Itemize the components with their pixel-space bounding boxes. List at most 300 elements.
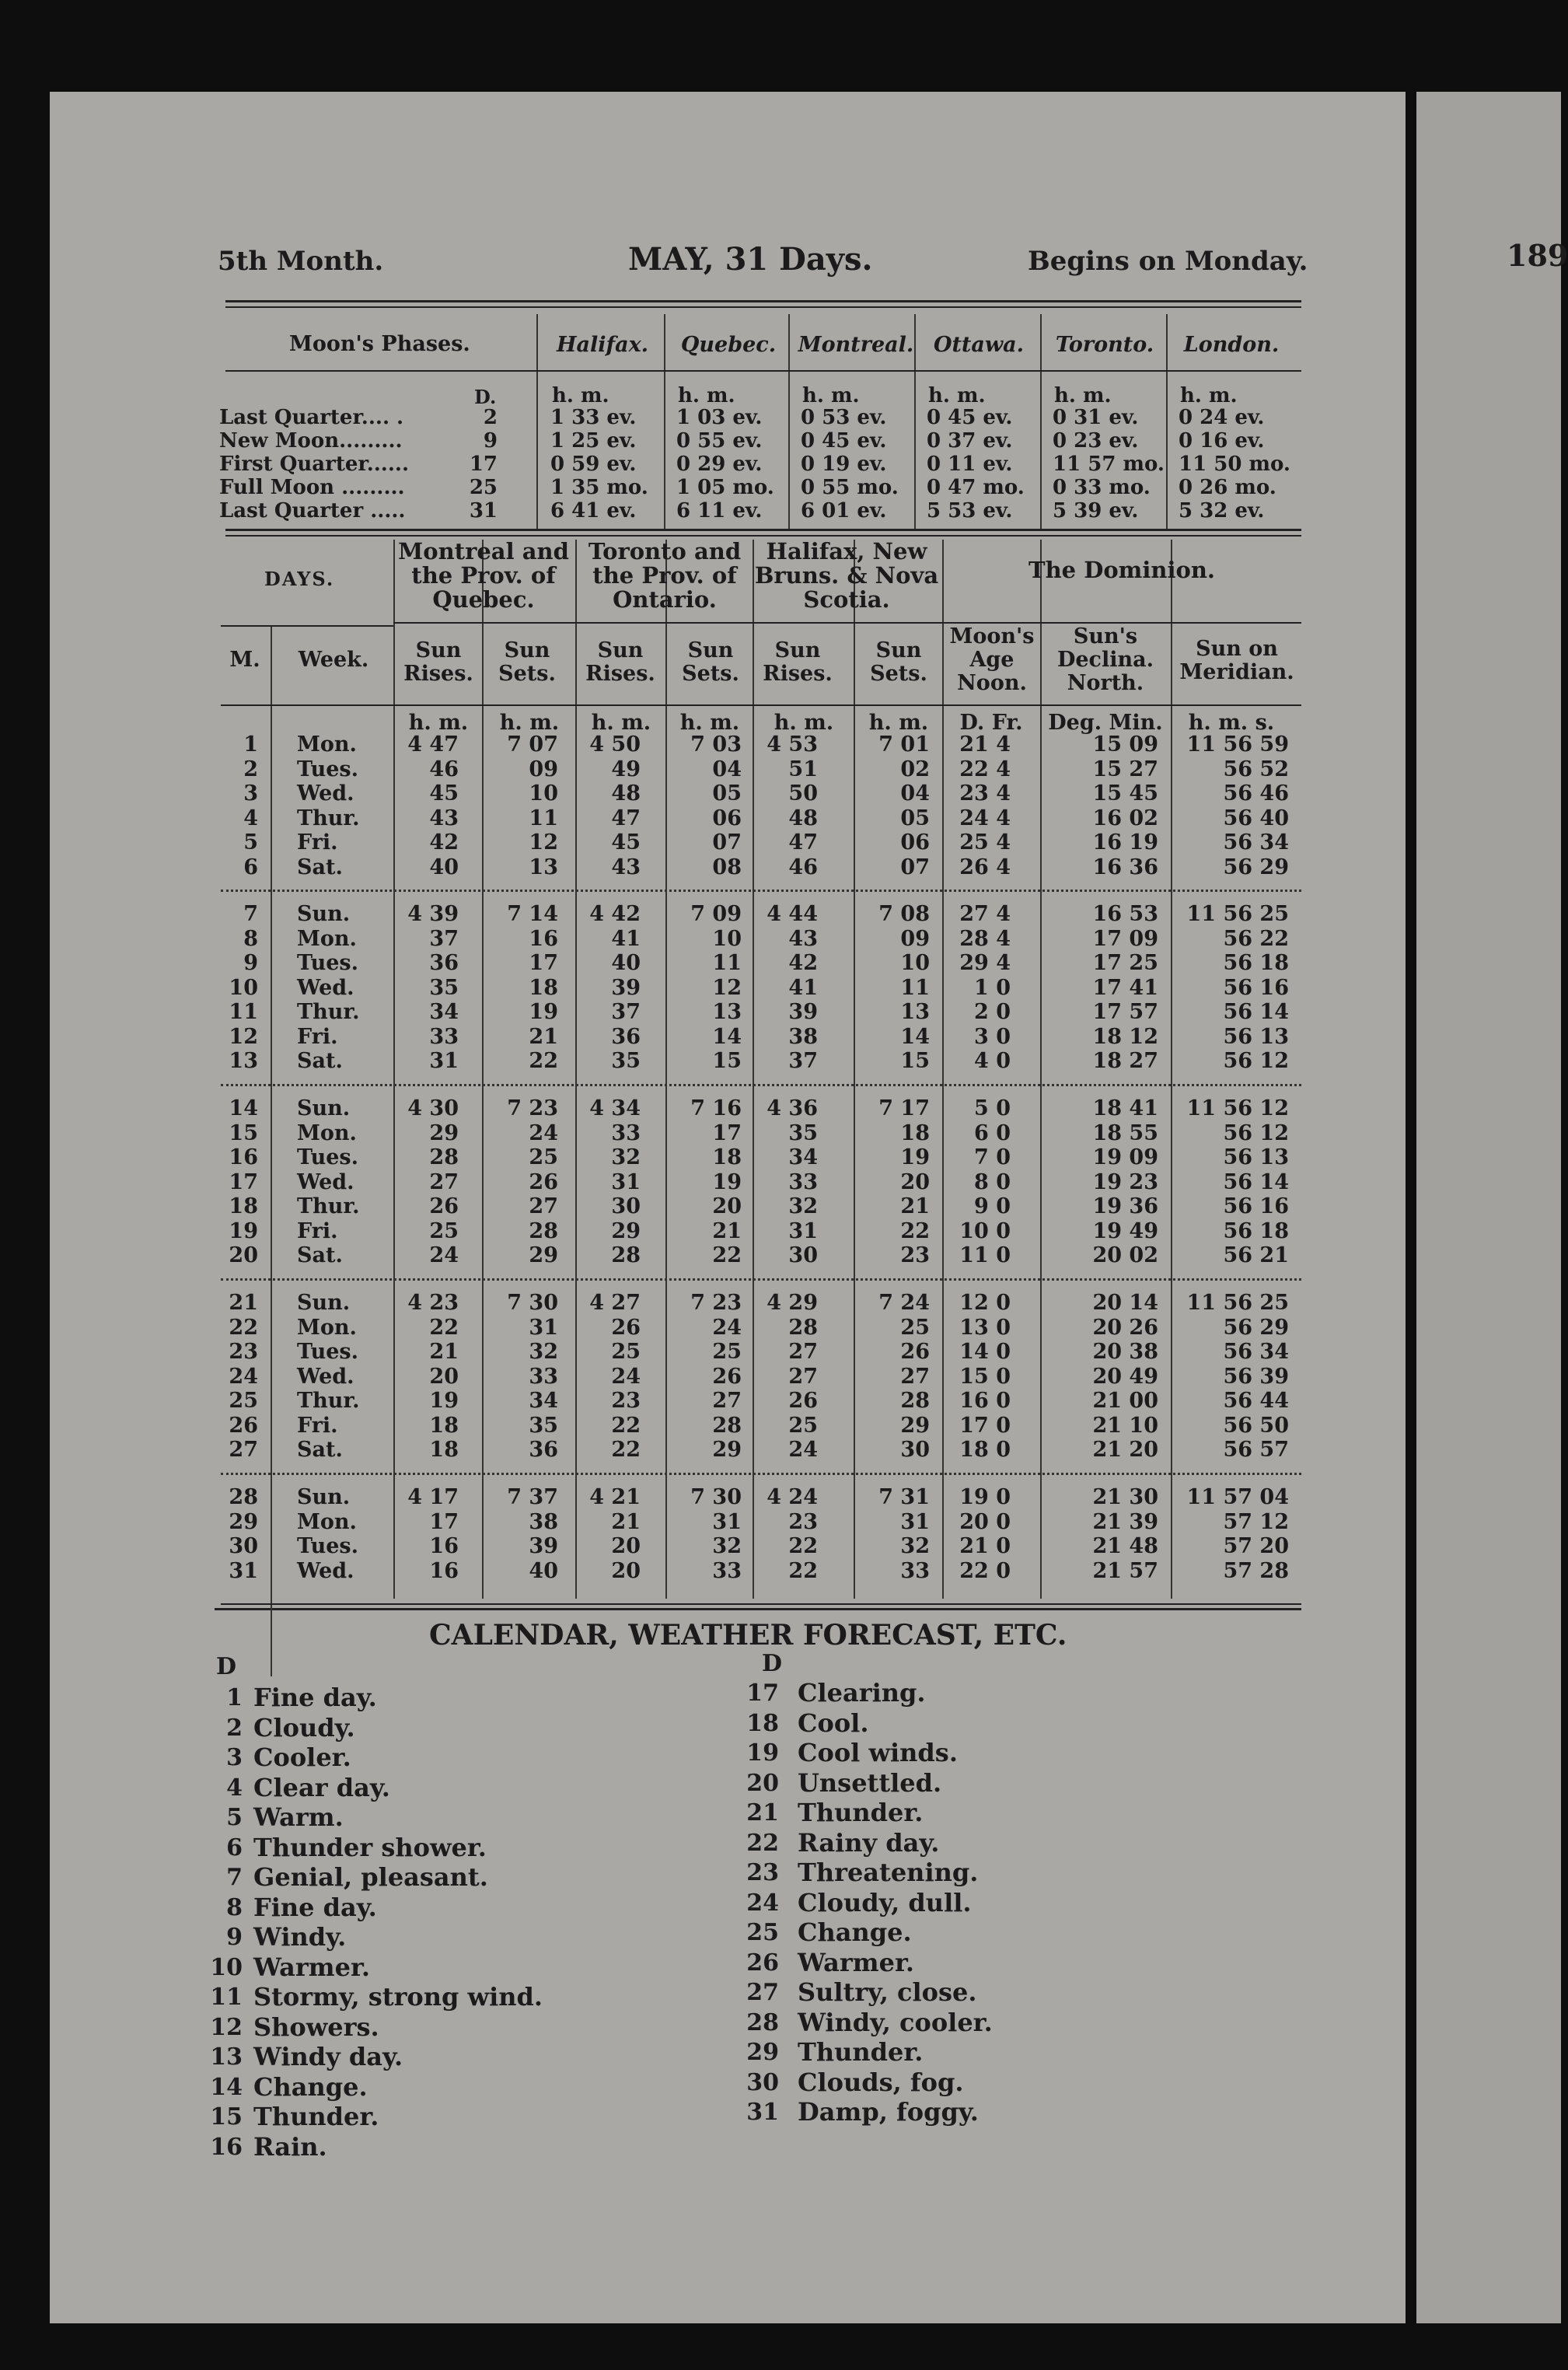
- forecast-day: 21: [746, 1799, 779, 1826]
- day-number: 31: [229, 1558, 258, 1583]
- phases-vrule-4: [1040, 314, 1042, 530]
- weekday: Sun.: [297, 1291, 351, 1315]
- cell-value: 04: [712, 757, 742, 781]
- cell-value: 4 34: [589, 1096, 641, 1120]
- cell-value: 05: [900, 806, 930, 830]
- weekday: Thur.: [297, 1389, 360, 1413]
- cell-value: 21 48: [1092, 1534, 1158, 1558]
- weekday: Sun.: [297, 902, 351, 926]
- cell-value: 15 0: [959, 1364, 1011, 1389]
- cell-value: 4 17: [407, 1485, 459, 1509]
- cell-value: 18 12: [1092, 1024, 1158, 1049]
- cell-value: 21: [529, 1024, 558, 1049]
- cell-value: 56 13: [1223, 1024, 1289, 1049]
- weekday: Sat.: [297, 1438, 343, 1462]
- forecast-text: Threatening.: [798, 1858, 979, 1887]
- phase-name: Last Quarter .....: [219, 499, 406, 523]
- cell-value: 56 29: [1223, 1315, 1289, 1340]
- day-number: 28: [229, 1485, 258, 1509]
- cell-value: 7 31: [878, 1485, 930, 1509]
- cell-value: 26: [712, 1364, 742, 1389]
- forecast-day: 4: [226, 1774, 243, 1802]
- weekday: Fri.: [297, 1218, 338, 1243]
- weekday: Wed.: [297, 1558, 354, 1583]
- weekday: Mon.: [297, 926, 357, 951]
- cell-value: 22: [529, 1049, 558, 1073]
- day-number: 12: [229, 1024, 258, 1049]
- cell-value: 05: [712, 781, 742, 806]
- page-title: MAY, 31 Days.: [628, 241, 873, 278]
- cell-value: 35: [611, 1049, 641, 1073]
- table-vrule: [271, 627, 272, 1676]
- cell-value: 4 47: [407, 732, 459, 757]
- days-label: DAYS.: [264, 568, 335, 590]
- day-number: 14: [229, 1096, 258, 1120]
- phase-city-4: Toronto.: [1055, 333, 1154, 357]
- phases-vrule-1: [664, 314, 665, 530]
- cell-value: 7 14: [507, 902, 558, 926]
- forecast-text: Unsettled.: [798, 1767, 942, 1798]
- cell-value: 16 36: [1092, 855, 1158, 879]
- forecast-day: 22: [746, 1829, 779, 1857]
- cell-value: 36: [429, 951, 459, 975]
- cell-value: 56 14: [1223, 1000, 1289, 1024]
- day-number: 22: [229, 1315, 258, 1340]
- weekday: Tues.: [297, 951, 359, 975]
- cell-value: 20 26: [1092, 1315, 1158, 1340]
- weekday: Mon.: [297, 732, 357, 757]
- forecast-day: 23: [746, 1859, 779, 1886]
- unit-label: Deg. Min.: [1048, 711, 1163, 735]
- cell-value: 24: [712, 1315, 742, 1340]
- begins-on: Begins on Monday.: [1028, 246, 1308, 277]
- cell-value: 7 30: [690, 1485, 742, 1509]
- cell-value: 04: [900, 781, 930, 806]
- cell-value: 45: [429, 781, 459, 806]
- forecast-text: Warm.: [253, 1802, 344, 1832]
- cell-value: 4 24: [767, 1485, 818, 1509]
- cell-value: 56 16: [1223, 975, 1289, 1000]
- weekday: Wed.: [297, 1364, 354, 1389]
- col-set: Sun Sets.: [498, 638, 556, 686]
- cell-value: 28: [900, 1389, 930, 1413]
- phases-vrule-3: [914, 314, 916, 530]
- cell-value: 21 20: [1092, 1438, 1158, 1462]
- day-number: 8: [243, 926, 258, 951]
- phase-time: 6 01 ev.: [801, 499, 887, 523]
- phases-vrule-2: [788, 314, 790, 530]
- cell-value: 15 09: [1092, 732, 1158, 757]
- cell-value: 16 02: [1092, 806, 1158, 830]
- cell-value: 31: [900, 1509, 930, 1534]
- day-number: 27: [229, 1438, 258, 1462]
- phase-time: 5 32 ev.: [1179, 499, 1265, 523]
- cell-value: 46: [429, 757, 459, 781]
- phase-time: 6 11 ev.: [676, 499, 763, 523]
- cell-value: 56 21: [1223, 1243, 1289, 1267]
- week-separator: [221, 1084, 1301, 1086]
- cell-value: 39: [611, 975, 641, 1000]
- forecast-day: 25: [746, 1919, 779, 1946]
- cell-value: 16 0: [959, 1389, 1011, 1413]
- cell-value: 21: [611, 1509, 641, 1534]
- cell-value: 37: [611, 1000, 641, 1024]
- cell-value: 19: [900, 1145, 930, 1169]
- cell-value: 56 18: [1223, 951, 1289, 975]
- cell-value: 20 38: [1092, 1340, 1158, 1364]
- cell-value: 15: [900, 1049, 930, 1073]
- cell-value: 31: [529, 1315, 558, 1340]
- cell-value: 4 0: [974, 1049, 1011, 1073]
- day-number: 7: [243, 902, 258, 926]
- cell-value: 14: [712, 1024, 742, 1049]
- cell-value: 20 49: [1092, 1364, 1158, 1389]
- forecast-day: 27: [746, 1979, 779, 2006]
- forecast-text: Rain.: [253, 2131, 327, 2162]
- cell-value: 32: [900, 1534, 930, 1558]
- phase-time: 0 59 ev.: [550, 453, 637, 476]
- forecast-day: 28: [746, 2008, 779, 2036]
- forecast-day: 19: [746, 1739, 779, 1767]
- cell-value: 9 0: [974, 1194, 1011, 1218]
- cell-value: 24 4: [959, 806, 1011, 830]
- weekday: Sat.: [297, 1049, 343, 1073]
- day-number: 26: [229, 1413, 258, 1438]
- cell-value: 21 00: [1092, 1389, 1158, 1413]
- forecast-text: Cooler.: [253, 1743, 351, 1772]
- day-number: 23: [229, 1340, 258, 1364]
- cell-value: 17: [712, 1120, 742, 1145]
- forecast-text: Fine day.: [253, 1683, 377, 1712]
- day-number: 10: [229, 975, 258, 1000]
- unit-label: h. m.: [774, 711, 834, 735]
- forecast-text: Clearing.: [798, 1678, 926, 1708]
- cell-value: 33: [712, 1558, 742, 1583]
- cell-value: 27: [900, 1364, 930, 1389]
- weekday: Thur.: [297, 806, 360, 830]
- cell-value: 29: [900, 1413, 930, 1438]
- cell-value: 13: [529, 855, 558, 879]
- cell-value: 37: [429, 926, 459, 951]
- cell-value: 5 0: [974, 1096, 1011, 1120]
- cell-value: 15: [712, 1049, 742, 1073]
- cell-value: 21: [900, 1194, 930, 1218]
- phase-time: 0 24 ev.: [1179, 406, 1265, 429]
- cell-value: 36: [611, 1024, 641, 1049]
- cell-value: 18 27: [1092, 1049, 1158, 1073]
- weekday: Fri.: [297, 830, 338, 855]
- forecast-text: Thunder.: [798, 1798, 924, 1827]
- cell-value: 56 14: [1223, 1169, 1289, 1194]
- cell-value: 02: [900, 757, 930, 781]
- cell-value: 39: [788, 1000, 818, 1024]
- cell-value: 11 56 12: [1186, 1096, 1289, 1120]
- cell-value: 12 0: [959, 1291, 1011, 1315]
- cell-value: 17 25: [1092, 951, 1158, 975]
- cell-value: 32: [529, 1340, 558, 1364]
- forecast-day: 15: [210, 2103, 243, 2131]
- cell-value: 56 12: [1223, 1120, 1289, 1145]
- week-separator: [221, 1278, 1301, 1281]
- phase-time: 11 57 mo.: [1053, 453, 1165, 476]
- cell-value: 28: [529, 1218, 558, 1243]
- cell-value: 56 50: [1223, 1413, 1289, 1438]
- cell-value: 56 22: [1223, 926, 1289, 951]
- unit-label: h. m.: [499, 711, 560, 735]
- weekday: Thur.: [297, 1194, 360, 1218]
- cell-value: 18: [429, 1438, 459, 1462]
- cell-value: 09: [529, 757, 558, 781]
- forecast-day: 30: [746, 2068, 779, 2096]
- cell-value: 4 23: [407, 1291, 459, 1315]
- cell-value: 21 39: [1092, 1509, 1158, 1534]
- cell-value: 28: [788, 1315, 818, 1340]
- forecast-text: Thunder shower.: [253, 1832, 487, 1862]
- cell-value: 33: [429, 1024, 459, 1049]
- cell-value: 24: [611, 1364, 641, 1389]
- cell-value: 18: [712, 1145, 742, 1169]
- phase-city-0: Halifax.: [556, 333, 649, 357]
- day-number: 4: [243, 806, 258, 830]
- cell-value: 15 27: [1092, 757, 1158, 781]
- phase-unit-2: h. m.: [802, 384, 860, 407]
- unit-label: h. m.: [408, 711, 469, 735]
- forecast-day: 8: [226, 1893, 243, 1921]
- cell-value: 4 30: [407, 1096, 459, 1120]
- phase-unit-5: h. m.: [1180, 384, 1238, 407]
- cell-value: 12: [712, 975, 742, 1000]
- cell-value: 19 0: [959, 1485, 1011, 1509]
- phases-vrule-5: [1166, 314, 1168, 530]
- cell-value: 51: [788, 757, 818, 781]
- cell-value: 19 36: [1092, 1194, 1158, 1218]
- cell-value: 18: [429, 1413, 459, 1438]
- day-number: 6: [243, 855, 258, 879]
- month-number: 5th Month.: [218, 246, 384, 277]
- phase-time: 5 53 ev.: [927, 499, 1013, 523]
- cell-value: 48: [611, 781, 641, 806]
- weekday: Tues.: [297, 1534, 359, 1558]
- cell-value: 27: [788, 1364, 818, 1389]
- phase-city-1: Quebec.: [680, 333, 777, 357]
- cell-value: 16 19: [1092, 830, 1158, 855]
- phase-time: 1 03 ev.: [676, 406, 763, 429]
- cell-value: 19: [529, 1000, 558, 1024]
- phase-day: 9: [483, 429, 498, 453]
- cell-value: 43: [429, 806, 459, 830]
- forecast-text: Windy.: [253, 1922, 347, 1952]
- weekday: Sat.: [297, 1243, 343, 1267]
- cell-value: 29: [429, 1120, 459, 1145]
- cell-value: 29: [529, 1243, 558, 1267]
- phase-time: 1 35 mo.: [550, 476, 648, 499]
- cell-value: 46: [788, 855, 818, 879]
- cell-value: 18: [900, 1120, 930, 1145]
- cell-value: 25 4: [959, 830, 1011, 855]
- cell-value: 20 02: [1092, 1243, 1158, 1267]
- cell-value: 23 4: [959, 781, 1011, 806]
- cell-value: 17 57: [1092, 1000, 1158, 1024]
- cell-value: 31: [611, 1169, 641, 1194]
- phase-time: 1 05 mo.: [676, 476, 774, 499]
- phase-city-2: Montreal.: [798, 333, 914, 357]
- col-rise: Sun Rises.: [763, 638, 833, 686]
- forecast-day: 1: [226, 1684, 243, 1711]
- colhead-rule: [221, 704, 1301, 706]
- forecast-day: 17: [746, 1680, 779, 1707]
- cell-value: 11 56 59: [1186, 732, 1289, 757]
- phase-time: 0 26 mo.: [1179, 476, 1276, 499]
- forecast-day: 29: [746, 2039, 779, 2066]
- cell-value: 56 46: [1223, 781, 1289, 806]
- cell-value: 08: [712, 855, 742, 879]
- phase-time: 0 45 ev.: [927, 406, 1013, 429]
- phase-day: 31: [469, 499, 498, 523]
- cell-value: 25: [900, 1315, 930, 1340]
- cell-value: 35: [429, 975, 459, 1000]
- cell-value: 18 0: [959, 1438, 1011, 1462]
- day-number: 5: [243, 830, 258, 855]
- cell-value: 32: [712, 1534, 742, 1558]
- cell-value: 34: [788, 1145, 818, 1169]
- region-header-dominion: The Dominion.: [1028, 557, 1216, 583]
- cell-value: 27 4: [959, 902, 1011, 926]
- cell-value: 10: [900, 951, 930, 975]
- cell-value: 47: [788, 830, 818, 855]
- cell-value: 40: [529, 1558, 558, 1583]
- cell-value: 27: [788, 1340, 818, 1364]
- day-number: 2: [243, 757, 258, 781]
- phases-bottom-rule: [225, 529, 1301, 531]
- cell-value: 47: [611, 806, 641, 830]
- phase-time: 1 33 ev.: [550, 406, 637, 429]
- forecast-day: 31: [746, 2099, 779, 2126]
- cell-value: 11 57 04: [1186, 1485, 1289, 1509]
- phase-name: Full Moon .........: [219, 476, 405, 499]
- cell-value: 36: [529, 1438, 558, 1462]
- forecast-text: Change.: [798, 1917, 912, 1947]
- cell-value: 34: [429, 1000, 459, 1024]
- day-number: 13: [229, 1049, 258, 1073]
- cell-value: 33: [529, 1364, 558, 1389]
- forecast-day: 18: [746, 1709, 779, 1737]
- forecast-text: Change.: [253, 2071, 368, 2102]
- cell-value: 7 24: [878, 1291, 930, 1315]
- cell-value: 28: [712, 1413, 742, 1438]
- forecast-title: CALENDAR, WEATHER FORECAST, ETC.: [429, 1619, 1067, 1652]
- phase-time: 0 55 mo.: [801, 476, 899, 499]
- cell-value: 7 37: [507, 1485, 558, 1509]
- week-separator: [221, 890, 1301, 892]
- cell-value: 09: [900, 926, 930, 951]
- cell-value: 25: [712, 1340, 742, 1364]
- cell-value: 18 55: [1092, 1120, 1158, 1145]
- cell-value: 19 49: [1092, 1218, 1158, 1243]
- cell-value: 40: [429, 855, 459, 879]
- cell-value: 17: [429, 1509, 459, 1534]
- cell-value: 11: [900, 975, 930, 1000]
- cell-value: 21 10: [1092, 1413, 1158, 1438]
- cell-value: 25: [429, 1218, 459, 1243]
- cell-value: 32: [611, 1145, 641, 1169]
- phase-day: 17: [469, 453, 498, 476]
- day-number: 15: [229, 1120, 258, 1145]
- forecast-day: 2: [226, 1714, 243, 1742]
- day-number: 24: [229, 1364, 258, 1389]
- forecast-d-label-right: D: [762, 1650, 783, 1677]
- cell-value: 23: [900, 1243, 930, 1267]
- day-number: 17: [229, 1169, 258, 1194]
- phase-name: First Quarter......: [219, 453, 410, 476]
- cell-value: 57 20: [1223, 1534, 1289, 1558]
- cell-value: 21: [429, 1340, 459, 1364]
- forecast-text: Stormy, strong wind.: [253, 1982, 543, 2012]
- cell-value: 28: [429, 1145, 459, 1169]
- cell-value: 22 0: [959, 1558, 1011, 1583]
- col-m: M.: [229, 648, 260, 672]
- cell-value: 56 29: [1223, 855, 1289, 879]
- cell-value: 56 44: [1223, 1389, 1289, 1413]
- weekday: Tues.: [297, 1340, 359, 1364]
- forecast-day: 14: [210, 2073, 243, 2101]
- cell-value: 4 39: [407, 902, 459, 926]
- cell-value: 25: [611, 1340, 641, 1364]
- cell-value: 43: [611, 855, 641, 879]
- cell-value: 22: [788, 1558, 818, 1583]
- forecast-text: Cloudy, dull.: [798, 1887, 972, 1917]
- forecast-day: 20: [746, 1769, 779, 1797]
- phase-time: 0 23 ev.: [1053, 429, 1139, 453]
- cell-value: 20: [712, 1194, 742, 1218]
- phases-title: Moon's Phases.: [289, 332, 470, 356]
- facing-page-edge: [1416, 92, 1561, 2323]
- weekday: Sat.: [297, 855, 343, 879]
- cell-value: 42: [429, 830, 459, 855]
- cell-value: 33: [788, 1169, 818, 1194]
- cell-value: 12: [529, 830, 558, 855]
- cell-value: 34: [529, 1389, 558, 1413]
- cell-value: 30: [611, 1194, 641, 1218]
- phases-vrule-0: [536, 314, 538, 530]
- cell-value: 4 53: [767, 732, 818, 757]
- forecast-day: 9: [226, 1924, 243, 1951]
- col-set: Sun Sets.: [682, 638, 739, 686]
- forecast-rule: [215, 1608, 1301, 1610]
- cell-value: 21 30: [1092, 1485, 1158, 1509]
- cell-value: 11 56 25: [1186, 902, 1289, 926]
- cell-value: 21 57: [1092, 1558, 1158, 1583]
- phase-city-3: Ottawa.: [933, 333, 1025, 357]
- cell-value: 7 17: [878, 1096, 930, 1120]
- phase-time: 0 31 ev.: [1053, 406, 1139, 429]
- weekday: Thur.: [297, 1000, 360, 1024]
- phase-unit-3: h. m.: [928, 384, 986, 407]
- phase-time: 0 37 ev.: [927, 429, 1013, 453]
- cell-value: 23: [788, 1509, 818, 1534]
- cell-value: 25: [529, 1145, 558, 1169]
- cell-value: 22 4: [959, 757, 1011, 781]
- cell-value: 17 09: [1092, 926, 1158, 951]
- region-header-2: Halifax, New Bruns. & Nova Scotia.: [754, 538, 939, 613]
- region-header-0: Montreal and the Prov. of Quebec.: [398, 538, 569, 613]
- cell-value: 27: [429, 1169, 459, 1194]
- cell-value: 23: [611, 1389, 641, 1413]
- cell-value: 22: [712, 1243, 742, 1267]
- phase-time: 0 53 ev.: [801, 406, 887, 429]
- unit-label: h. m.: [679, 711, 740, 735]
- forecast-text: Cool winds.: [798, 1738, 958, 1767]
- phase-day: 2: [483, 406, 498, 429]
